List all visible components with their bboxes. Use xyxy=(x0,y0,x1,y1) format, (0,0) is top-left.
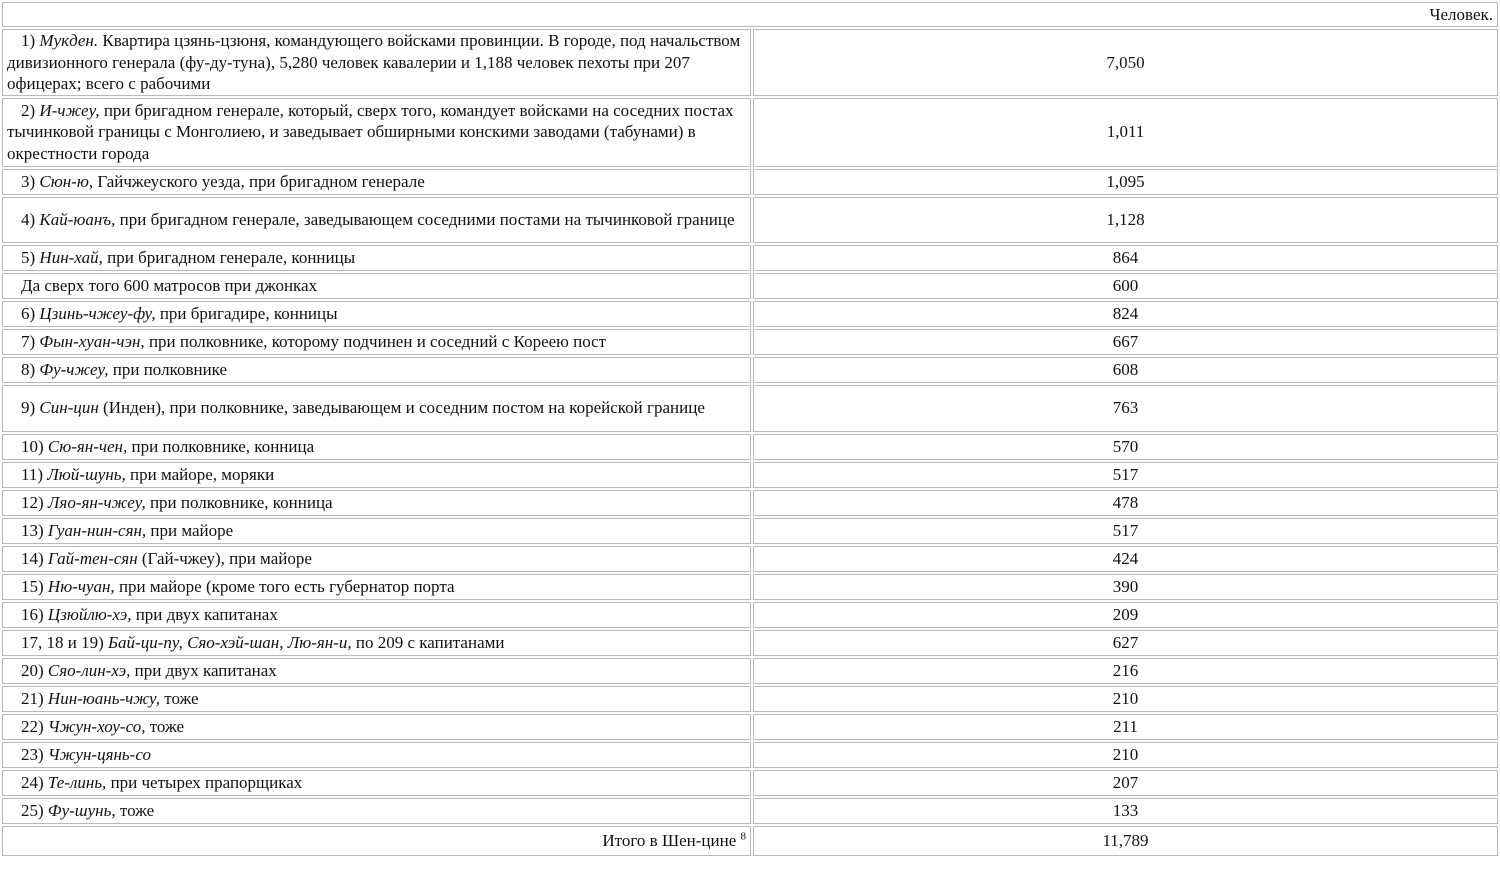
row-description xyxy=(2,546,751,572)
row-value: 1,095 xyxy=(753,169,1498,195)
row-value: 211 xyxy=(753,714,1498,740)
row-value: 824 xyxy=(753,301,1498,327)
row-value: 608 xyxy=(753,357,1498,383)
place-name: Цзинь-чжеу-фу, xyxy=(39,303,156,323)
row-description xyxy=(2,770,751,796)
row-value: 133 xyxy=(753,798,1498,824)
table-row xyxy=(2,169,1498,195)
row-index: 24) xyxy=(21,772,44,792)
row-description xyxy=(2,574,751,600)
row-index: 6) xyxy=(21,303,36,323)
row-text: при двух капитанах xyxy=(131,604,278,624)
table-row xyxy=(2,546,1498,572)
row-text: при майоре xyxy=(146,520,234,540)
row-text: при майоре, моряки xyxy=(125,464,275,484)
row-value: 667 xyxy=(753,329,1498,355)
row-index: 11) xyxy=(21,464,44,484)
row-value: 763 xyxy=(753,385,1498,432)
place-name: Ляо-ян-чжеу, xyxy=(47,492,146,512)
place-name: Бай-ци-пу, Сяо-хэй-шан, Лю-ян-и, xyxy=(108,632,352,652)
row-index: 23) xyxy=(21,744,44,764)
place-name: Фын-хуан-чэн, xyxy=(39,331,145,351)
table-row xyxy=(2,686,1498,712)
table-row xyxy=(2,273,1498,299)
table-row xyxy=(2,462,1498,488)
row-text: при четырех прапорщиках xyxy=(106,772,303,792)
table-row xyxy=(2,197,1498,243)
row-value: 7,050 xyxy=(753,29,1498,96)
place-name: Нин-юань-чжу, xyxy=(47,688,160,708)
row-index: 14) xyxy=(21,548,44,568)
row-description xyxy=(2,462,751,488)
row-index: 13) xyxy=(21,520,44,540)
row-text: при полковнике, конница xyxy=(127,436,315,456)
place-name: И-чжеу, xyxy=(39,100,100,120)
row-value: 1,128 xyxy=(753,197,1498,243)
table-row xyxy=(2,658,1498,684)
row-description xyxy=(2,245,751,271)
row-text: Квартира цзянь-цзюня, командующего войсками провинции. В городе, под начальством дивизионного генерала (фу-ду-туна), 5,280 человек кавалерии и 1,188 человек пехоты при 207 офицерах; всего с рабочими xyxy=(7,31,745,93)
place-name: Гай-тен-сян xyxy=(47,548,138,568)
row-text: (Гай-чжеу), при майоре xyxy=(137,548,312,568)
row-description xyxy=(2,630,751,656)
row-value: 1,011 xyxy=(753,98,1498,167)
row-index: 17, 18 и 19) xyxy=(21,632,104,652)
row-description xyxy=(2,29,751,96)
row-index: 12) xyxy=(21,492,44,512)
place-name: Чжун-хоу-со, xyxy=(47,716,146,736)
place-name: Чжун-цянь-со xyxy=(47,744,151,764)
row-description xyxy=(2,273,751,299)
row-value: 478 xyxy=(753,490,1498,516)
row-description xyxy=(2,169,751,195)
place-name: Люй-шунь, xyxy=(47,464,126,484)
row-index: 21) xyxy=(21,688,44,708)
row-text: тоже xyxy=(145,716,185,736)
unit-label: Человек. xyxy=(2,2,1498,27)
row-index: 10) xyxy=(21,436,44,456)
table-row xyxy=(2,385,1498,432)
row-text: Гайчжеуского уезда, при бригадном генерале xyxy=(93,171,425,191)
row-index: 20) xyxy=(21,660,44,680)
table-row xyxy=(2,301,1498,327)
row-value: 570 xyxy=(753,434,1498,460)
table-row xyxy=(2,742,1498,768)
row-index: 25) xyxy=(21,800,44,820)
place-name: Сюн-ю, xyxy=(39,171,94,191)
total-row xyxy=(2,826,1498,856)
header-row xyxy=(2,2,1498,27)
row-text: при двух капитанах xyxy=(130,660,277,680)
row-value: 390 xyxy=(753,574,1498,600)
row-description xyxy=(2,602,751,628)
row-text: при полковнике xyxy=(108,359,228,379)
row-text: тоже xyxy=(159,688,199,708)
place-name: Сю-ян-чен, xyxy=(47,436,128,456)
row-description xyxy=(2,385,751,432)
row-value: 627 xyxy=(753,630,1498,656)
row-value: 600 xyxy=(753,273,1498,299)
total-label-cell xyxy=(2,826,751,856)
row-index: 3) xyxy=(21,171,36,191)
row-value: 517 xyxy=(753,462,1498,488)
row-index: 8) xyxy=(21,359,36,379)
table-row xyxy=(2,574,1498,600)
row-description xyxy=(2,490,751,516)
place-name: Цзюйлю-хэ, xyxy=(47,604,132,624)
row-text: при бригадном генерале, заведывающем соседними постами на тычинковой границе xyxy=(115,209,735,229)
row-index: 1) xyxy=(21,31,36,50)
row-description xyxy=(2,714,751,740)
place-name: Кай-юанъ, xyxy=(39,209,116,229)
place-name: Фу-шунь, xyxy=(47,800,116,820)
row-value: 210 xyxy=(753,686,1498,712)
total-label: Итого в Шен-цине xyxy=(602,830,737,850)
table-row xyxy=(2,714,1498,740)
table-row xyxy=(2,245,1498,271)
table-row xyxy=(2,490,1498,516)
row-text: при бригадном генерале, конницы xyxy=(102,247,356,267)
row-text: тоже xyxy=(115,800,155,820)
row-description xyxy=(2,742,751,768)
row-value: 209 xyxy=(753,602,1498,628)
row-description xyxy=(2,434,751,460)
row-index: 22) xyxy=(21,716,44,736)
row-index: 7) xyxy=(21,331,36,351)
row-value: 864 xyxy=(753,245,1498,271)
row-index: 2) xyxy=(21,100,36,120)
place-name: Ню-чуан, xyxy=(47,576,115,596)
row-value: 216 xyxy=(753,658,1498,684)
row-text: по 209 с капитанами xyxy=(351,632,505,652)
row-index: 15) xyxy=(21,576,44,596)
place-name: Син-цин xyxy=(39,398,99,418)
row-text: при бригадире, конницы xyxy=(155,303,338,323)
row-description xyxy=(2,686,751,712)
row-index: 4) xyxy=(21,209,36,229)
row-description xyxy=(2,329,751,355)
row-description xyxy=(2,301,751,327)
footnote-marker[interactable]: 8 xyxy=(740,830,746,843)
row-text: при бригадном генерале, который, сверх того, командует войсками на соседних постах тычинковой границы с Монголиею, и заведывает обширными конскими заводами (табунами) в окрестности города xyxy=(7,100,738,163)
place-name: Нин-хай, xyxy=(39,247,103,267)
table-row xyxy=(2,29,1498,96)
row-text: при полковнике, которому подчинен и соседний с Кореею пост xyxy=(144,331,607,351)
table-row xyxy=(2,630,1498,656)
row-description xyxy=(2,197,751,243)
row-text: при майоре (кроме того есть губернатор порта xyxy=(114,576,455,596)
row-index: 16) xyxy=(21,604,44,624)
row-text: при полковнике, конница xyxy=(145,492,333,512)
row-value: 424 xyxy=(753,546,1498,572)
row-description xyxy=(2,798,751,824)
total-value: 11,789 xyxy=(753,826,1498,856)
place-name: Те-линь, xyxy=(47,772,107,792)
row-index: 5) xyxy=(21,247,36,267)
table-row xyxy=(2,602,1498,628)
row-text: (Инден), при полковнике, заведывающем и соседним постом на корейской границе xyxy=(98,398,705,418)
row-index: 9) xyxy=(21,398,36,418)
row-value: 207 xyxy=(753,770,1498,796)
row-value: 517 xyxy=(753,518,1498,544)
table-row xyxy=(2,798,1498,824)
row-description xyxy=(2,518,751,544)
place-name: Сяо-лин-хэ, xyxy=(47,660,131,680)
row-description xyxy=(2,357,751,383)
table-row xyxy=(2,518,1498,544)
table-row xyxy=(2,98,1498,167)
table-row xyxy=(2,329,1498,355)
table-row xyxy=(2,434,1498,460)
place-name: Фу-чжеу, xyxy=(39,359,109,379)
row-description xyxy=(2,658,751,684)
row-text: Да сверх того 600 матросов при джонках xyxy=(21,275,318,295)
place-name: Мукден. xyxy=(39,31,99,50)
place-name: Гуан-нин-сян, xyxy=(47,520,147,540)
row-description xyxy=(2,98,751,167)
table-row xyxy=(2,357,1498,383)
table-row xyxy=(2,770,1498,796)
row-value: 210 xyxy=(753,742,1498,768)
